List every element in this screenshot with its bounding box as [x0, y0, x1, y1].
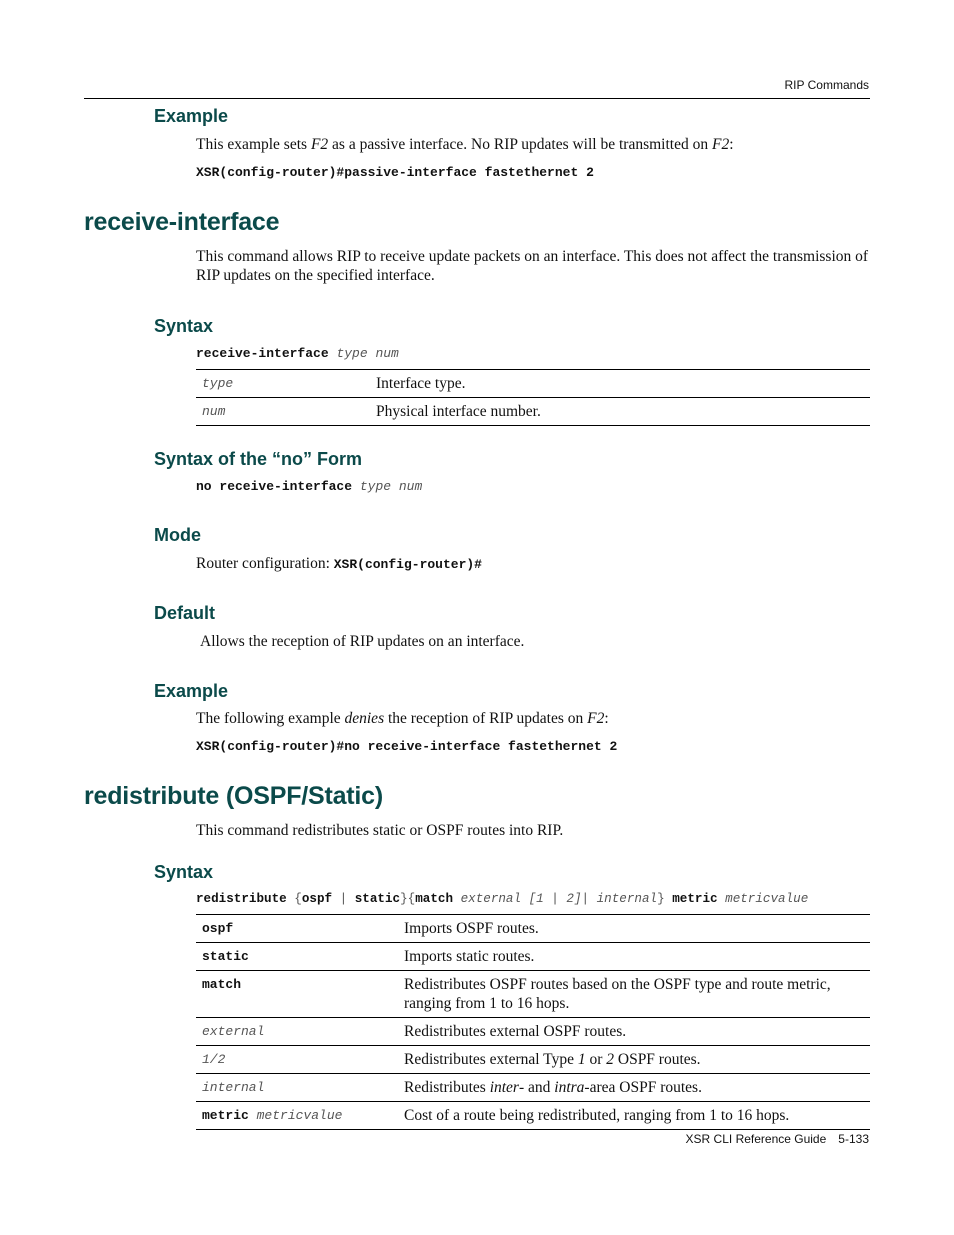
param-desc [398, 1074, 870, 1102]
text-fragment: -area OSPF routes. [584, 1079, 702, 1096]
param-desc: Physical interface number. [376, 403, 541, 420]
emphasis: F2 [587, 710, 605, 727]
text-fragment: The following example [196, 710, 345, 727]
command-keyword: receive-interface [196, 346, 329, 361]
text-fragment: Redistributes external Type [404, 1051, 578, 1068]
syntax-separator: | [332, 892, 355, 906]
emphasis: F2 [711, 136, 730, 153]
text-fragment: or [585, 1051, 607, 1068]
page-footer [686, 1132, 869, 1146]
param-name: num [202, 404, 226, 419]
example-text [196, 135, 876, 154]
text-fragment: - and [518, 1079, 555, 1096]
syntax-heading: Syntax [154, 862, 214, 882]
syntax-brace: { [286, 892, 302, 906]
command-args: metricvalue [717, 892, 809, 906]
text-fragment: Router configuration: [196, 555, 334, 572]
param-desc [398, 1046, 870, 1074]
section-description: This command redistributes static or OSPF routes into RIP. [196, 822, 564, 839]
param-name: match [202, 977, 242, 992]
example-heading: Example [154, 106, 229, 126]
mode-heading: Mode [154, 525, 201, 545]
text-fragment: : [729, 136, 734, 153]
command-args: type num [359, 479, 423, 494]
table-row [196, 1046, 870, 1074]
text-fragment: OSPF routes. [614, 1051, 701, 1068]
example-heading: Example [154, 681, 229, 701]
example-text [196, 709, 876, 728]
table-row [196, 1074, 870, 1102]
param-arg: metricvalue [248, 1108, 343, 1123]
command-keyword: metric [672, 892, 718, 906]
param-desc: Cost of a route being redistributed, ranging from 1 to 16 hops. [404, 1107, 790, 1124]
param-name [196, 1102, 398, 1130]
table-row [196, 943, 870, 971]
section-description: This command allows RIP to receive update packets on an interface. This does not affect the transmission of RIP updates on the specified interface. [196, 248, 869, 284]
text-fragment: Redistributes [404, 1079, 490, 1096]
text-fragment: as a passive interface. No RIP updates will be transmitted on [328, 136, 712, 153]
receive-params-table [196, 369, 870, 426]
running-head: RIP Commands [784, 78, 869, 92]
command-args: external [1 | 2]| internal [453, 892, 658, 906]
param-desc: Redistributes external OSPF routes. [404, 1023, 627, 1040]
param-keyword: metric [202, 1108, 249, 1123]
param-name: type [202, 376, 234, 391]
emphasis: 2 [606, 1051, 614, 1068]
no-form-command [196, 479, 422, 494]
header-rule [84, 98, 870, 99]
emphasis: 1 [577, 1051, 586, 1068]
table-row [196, 915, 870, 943]
section-title-redistribute: redistribute (OSPF/Static) [84, 782, 384, 810]
footer-guide-title: XSR CLI Reference Guide [685, 1132, 827, 1146]
table-row [196, 398, 870, 426]
redistribute-params-table [196, 914, 870, 1130]
table-row [196, 370, 870, 398]
syntax-command [196, 892, 808, 906]
no-form-heading: Syntax of the “no” Form [154, 449, 363, 469]
section-title-receive-interface: receive-interface [84, 208, 280, 236]
command-keyword: ospf [301, 892, 333, 906]
syntax-heading: Syntax [154, 316, 214, 336]
example-code: XSR(config-router)#no receive-interface fastethernet 2 [196, 739, 618, 754]
command-keyword: match [415, 892, 454, 906]
emphasis: denies [344, 710, 385, 727]
emphasis: inter [489, 1079, 519, 1096]
text-fragment: This example sets [196, 136, 311, 153]
example-code: XSR(config-router)#passive-interface fastethernet 2 [196, 165, 594, 180]
param-desc: Imports static routes. [404, 948, 535, 965]
param-desc: Redistributes OSPF routes based on the OSPF type and route metric, ranging from 1 to 16 hops. [404, 976, 831, 1012]
command-keyword: redistribute [196, 892, 287, 906]
command-args: type num [336, 346, 399, 361]
mode-prompt: XSR(config-router)# [333, 557, 482, 572]
syntax-brace: } [657, 892, 673, 906]
param-name: 1/2 [202, 1052, 226, 1067]
emphasis: intra [554, 1079, 585, 1096]
table-row [196, 1018, 870, 1046]
emphasis: F2 [310, 136, 329, 153]
table-row [196, 1102, 870, 1130]
param-name: static [202, 949, 249, 964]
param-desc: Interface type. [376, 375, 466, 392]
table-row [196, 971, 870, 1018]
default-heading: Default [154, 603, 216, 623]
syntax-brace: }{ [400, 892, 416, 906]
param-name: external [202, 1024, 265, 1039]
text-fragment: the reception of RIP updates on [384, 710, 588, 727]
default-text: Allows the reception of RIP updates on an interface. [200, 633, 525, 650]
text-fragment: : [604, 710, 609, 727]
param-name: ospf [202, 921, 234, 936]
command-keyword: no receive-interface [196, 479, 353, 494]
page-number: 5-133 [838, 1132, 869, 1146]
mode-text [196, 554, 876, 574]
syntax-command [196, 346, 399, 361]
param-desc: Imports OSPF routes. [404, 920, 539, 937]
param-name: internal [202, 1080, 265, 1095]
command-keyword: static [354, 892, 401, 906]
